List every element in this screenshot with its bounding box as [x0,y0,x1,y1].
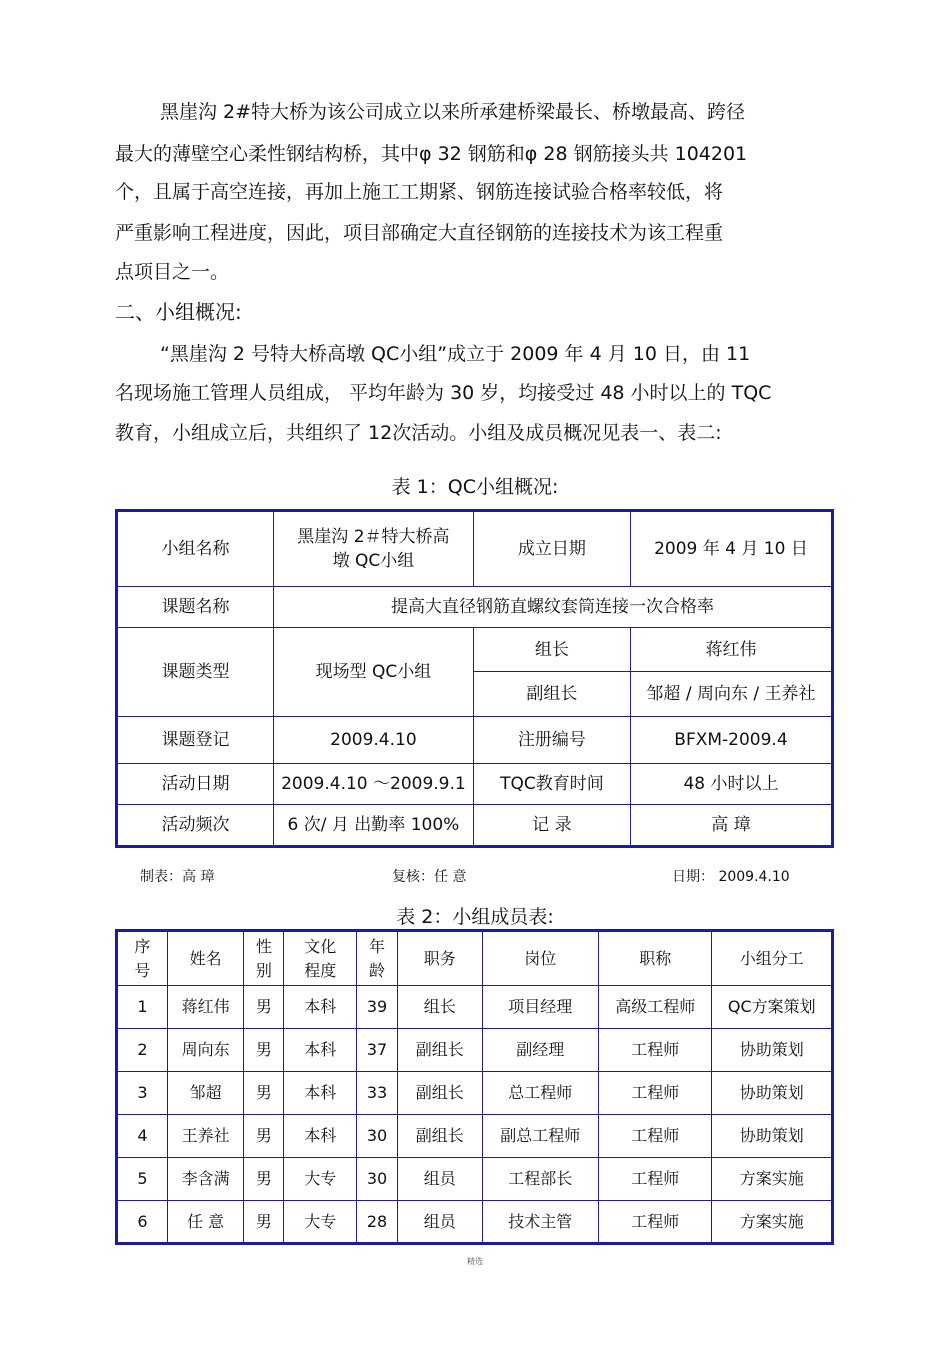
cell-name: 蒋红伟 [167,986,244,1029]
cell-education: 本科 [284,1115,357,1158]
made-by: 制表：高 璋 [140,869,215,885]
header-seq [117,931,168,986]
header-age-text: 年 [368,936,385,956]
group-name-value [274,511,474,587]
founded-label: 成立日期 [473,511,630,587]
paragraph-2-line-1: “黑崖沟 2 号特大桥高墩 QC小组”成立于 2009 年 4 月 10 日，由 11 [160,343,751,365]
table-row [117,1029,833,1072]
header-education-text: 文化 [304,936,337,956]
paragraph-1-line-1: 黑崖沟 2#特大桥为该公司成立以来所承建桥梁最长、桥墩最高、跨径 [160,101,746,123]
cell-position: 组员 [397,1201,482,1244]
cell-name: 李含满 [167,1158,244,1201]
activity-date-label: 活动日期 [117,764,274,805]
cell-title: 工程师 [599,1158,712,1201]
cell-title: 工程师 [599,1072,712,1115]
cell-gender: 男 [244,1201,284,1244]
cell-seq: 1 [117,986,168,1029]
cell-post: 副经理 [482,1029,598,1072]
tqc-value: 48 小时以上 [630,764,832,805]
deputy-value: 邹超 / 周向东 / 王养社 [630,672,832,717]
cell-role: 协助策划 [712,1072,833,1115]
cell-name: 邹超 [167,1072,244,1115]
cell-post: 工程部长 [482,1158,598,1201]
cell-name: 任 意 [167,1201,244,1244]
cell-role: 方案实施 [712,1158,833,1201]
member-table [115,929,834,1245]
cell-title: 高级工程师 [599,986,712,1029]
cell-position: 组长 [397,986,482,1029]
paragraph-1-line-3: 个，且属于高空连接，再加上施工工期紧、钢筋连接试验合格率较低，将 [115,181,724,203]
cell-education: 本科 [284,1029,357,1072]
cell-post: 项目经理 [482,986,598,1029]
cell-position: 副组长 [397,1115,482,1158]
header-position-text: 职务 [423,948,456,968]
cell-role: 协助策划 [712,1115,833,1158]
topic-value: 提高大直径钢筋直螺纹套筒连接一次合格率 [274,587,833,628]
group-name-line-1: 黑崖沟 2＃特大桥高 [297,527,450,547]
header-post-text: 岗位 [524,948,557,968]
record-label: 记 录 [473,805,630,847]
header-name-text: 姓名 [189,948,222,968]
cell-role: 方案实施 [712,1201,833,1244]
cell-title: 工程师 [599,1029,712,1072]
reg-no-label: 注册编号 [473,717,630,764]
cell-role: 协助策划 [712,1029,833,1072]
header-role [712,931,833,986]
table-1-caption: 表 1：QC小组概况: [391,476,559,498]
footer-text: 精选 [467,1257,483,1266]
tqc-label: TQC教育时间 [473,764,630,805]
section-heading: 二、小组概况: [115,300,242,324]
cell-gender: 男 [244,1072,284,1115]
cell-seq: 6 [117,1201,168,1244]
sign-date: 日期： 2009.4.10 [672,869,790,885]
cell-education: 大专 [284,1201,357,1244]
header-age [357,931,398,986]
cell-role: QC方案策划 [712,986,833,1029]
cell-age: 39 [357,986,398,1029]
header-position [397,931,482,986]
cell-age: 30 [357,1158,398,1201]
header-role-text: 小组分工 [739,948,804,968]
table-row [117,1115,833,1158]
reg-no-value: BFXM-2009.4 [630,717,832,764]
group-name-label: 小组名称 [117,511,274,587]
paragraph-1-line-5: 点项目之一。 [115,261,230,283]
cell-age: 30 [357,1115,398,1158]
header-post [482,931,598,986]
qc-group-overview-table [115,509,834,848]
header-title [599,931,712,986]
group-name-line-2: 墩 QC小组 [332,551,415,571]
paragraph-1-line-2: 最大的薄壁空心柔性钢结构桥，其中φ 32 钢筋和φ 28 钢筋接头共 104201 [115,143,748,165]
cell-post: 副总工程师 [482,1115,598,1158]
cell-seq: 2 [117,1029,168,1072]
cell-age: 33 [357,1072,398,1115]
header-age-text: 龄 [368,960,385,980]
header-education-text: 程度 [304,960,337,980]
table-row [117,1072,833,1115]
founded-value: 2009 年 4 月 10 日 [630,511,832,587]
paragraph-1-line-4: 严重影响工程进度，因此，项目部确定大直径钢筋的连接技术为该工程重 [115,222,724,244]
type-value: 现场型 QC小组 [274,628,474,717]
cell-name: 周向东 [167,1029,244,1072]
header-name [167,931,244,986]
header-gender-text: 别 [255,960,272,980]
register-value: 2009.4.10 [274,717,474,764]
cell-post: 技术主管 [482,1201,598,1244]
header-gender-text: 性 [255,936,272,956]
cell-seq: 4 [117,1115,168,1158]
type-label: 课题类型 [117,628,274,717]
paragraph-2-line-3: 教育，小组成立后，共组织了 12次活动。小组及成员概况见表一、表二: [115,422,722,444]
cell-name: 王养社 [167,1115,244,1158]
cell-gender: 男 [244,1158,284,1201]
deputy-label: 副组长 [473,672,630,717]
cell-gender: 男 [244,986,284,1029]
leader-label: 组长 [473,628,630,672]
activity-date-value: 2009.4.10 ～2009.9.1 [274,764,474,805]
cell-education: 大专 [284,1158,357,1201]
header-gender [244,931,284,986]
cell-position: 副组长 [397,1029,482,1072]
member-table-header [117,931,833,986]
leader-value: 蒋红伟 [630,628,832,672]
reviewed-by: 复核：任 意 [392,869,467,885]
table-2-caption: 表 2：小组成员表: [396,906,554,928]
header-seq-text: 序 [134,936,151,956]
table-row [117,1158,833,1201]
header-title-text: 职称 [639,948,672,968]
frequency-value: 6 次/ 月 出勤率 100% [274,805,474,847]
table-row [117,1201,833,1244]
register-label: 课题登记 [117,717,274,764]
header-education [284,931,357,986]
header-seq-text: 号 [134,960,151,980]
topic-label: 课题名称 [117,587,274,628]
paragraph-2-line-2: 名现场施工管理人员组成， 平均年龄为 30 岁，均接受过 48 小时以上的 TQC [115,382,772,404]
cell-gender: 男 [244,1029,284,1072]
cell-gender: 男 [244,1115,284,1158]
cell-education: 本科 [284,1072,357,1115]
record-value: 高 璋 [630,805,832,847]
cell-education: 本科 [284,986,357,1029]
cell-title: 工程师 [599,1201,712,1244]
cell-seq: 3 [117,1072,168,1115]
cell-title: 工程师 [599,1115,712,1158]
cell-post: 总工程师 [482,1072,598,1115]
cell-age: 28 [357,1201,398,1244]
frequency-label: 活动频次 [117,805,274,847]
cell-age: 37 [357,1029,398,1072]
cell-seq: 5 [117,1158,168,1201]
cell-position: 组员 [397,1158,482,1201]
table-row [117,986,833,1029]
cell-position: 副组长 [397,1072,482,1115]
